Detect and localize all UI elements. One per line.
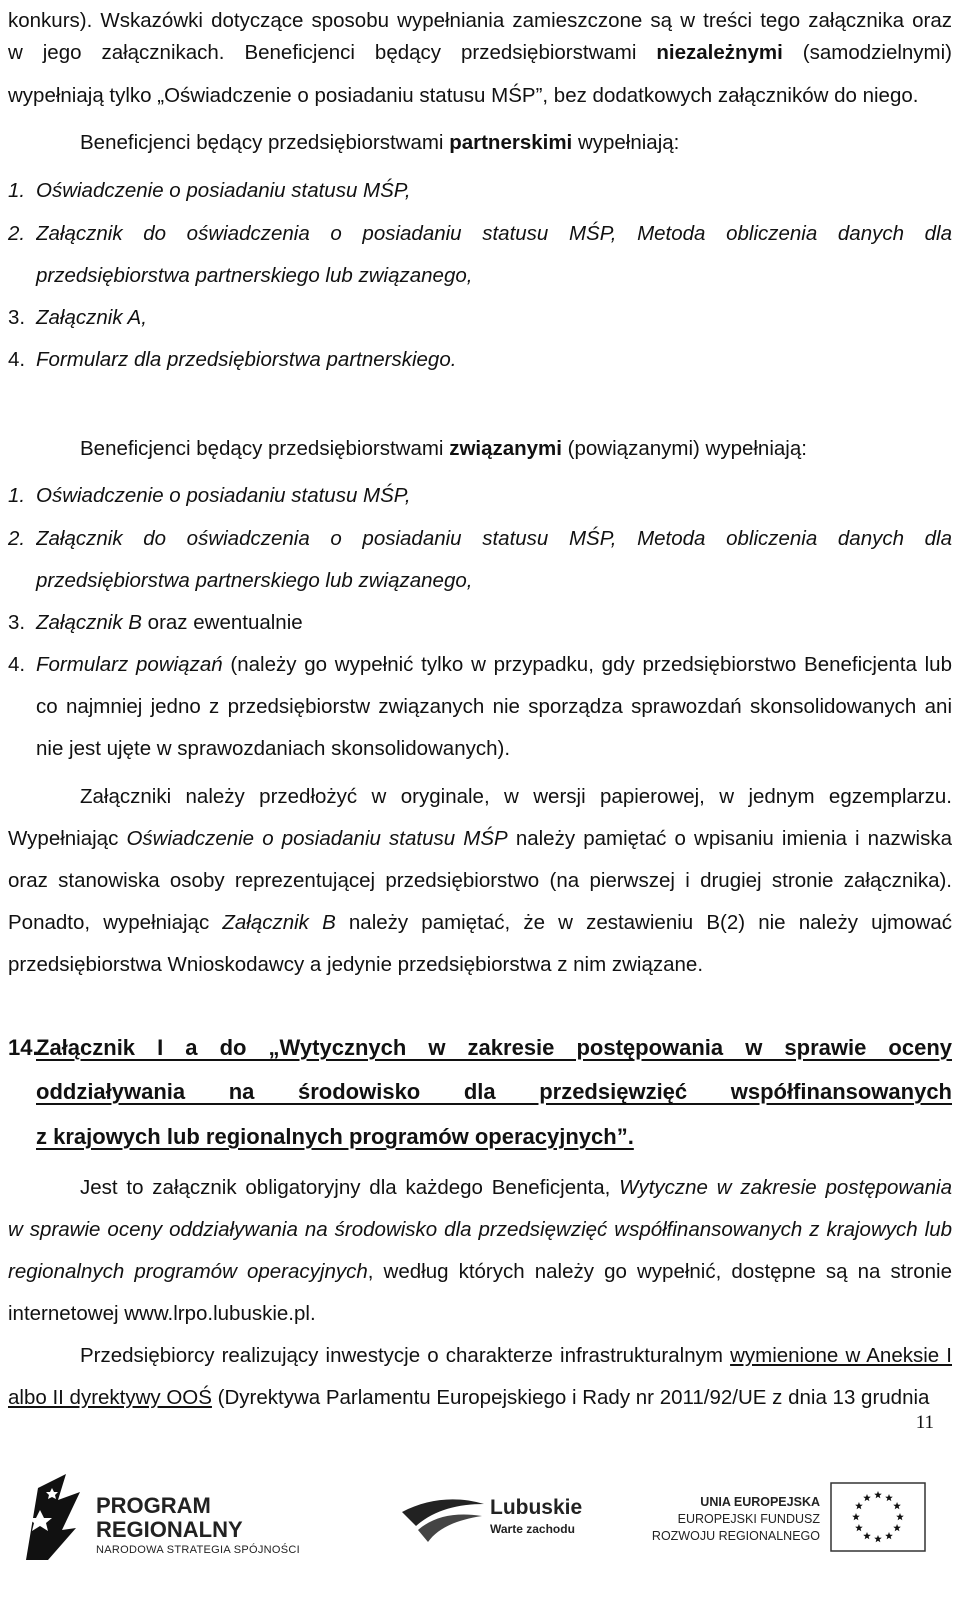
list-number: 4. [8,653,26,676]
list-item [36,602,952,644]
list-number: 1. [8,179,26,202]
text: Załączniki należy przedłożyć w oryginale, w wersji papierowej, w jednym egzemplarzu. [80,785,952,808]
eu-flag-icon [830,1482,926,1552]
text: przedsiębiorstwa Wnioskodawcy a jedynie przedsiębiorstwa z nim związane. [8,953,704,976]
lubuskie-logo [398,1490,488,1550]
related-intro [80,428,952,470]
text: oraz ewentualnie [141,611,303,634]
text: konkurs). Wskazówki dotyczące sposobu wypełniania zamieszczone są w treści tego załącznika oraz [8,9,952,32]
text-line [8,75,952,117]
underlined-text: wymienione w Aneksie I [730,1344,952,1367]
text: Ponadto, wypełniając [8,911,223,934]
section-heading [36,1026,952,1070]
bold-text: niezależnymi [656,41,783,64]
page-number: 11 [915,1412,934,1433]
lubuskie-tagline: Warte zachodu [490,1522,575,1536]
program-line: PROGRAM [96,1493,211,1518]
text: (samodzielnymi) [782,41,952,64]
italic-text: Wytyczne w zakresie postępowania [619,1176,952,1199]
list-number: 3. [8,306,26,329]
eu-line-3: ROZWOJU REGIONALNEGO [651,1529,820,1543]
italic-text: Formularz powiązań [36,653,223,676]
text-line [8,818,952,860]
text: , według których należy go wypełnić, dostępne są na stronie [367,1260,952,1283]
list-item [36,213,952,255]
text-line [8,1251,952,1293]
list-item [36,518,952,560]
text: (należy go wypełnić tylko w przypadku, gdy przedsiębiorstwo Beneficjenta lub [222,653,952,676]
text-line [8,1377,952,1419]
text: należy pamiętać o wpisaniu imienia i nazwiska [507,827,952,850]
lubuskie-name: Lubuskie [490,1496,583,1519]
underlined-text: albo II dyrektywy OOŚ [8,1386,212,1409]
text-line [8,944,952,986]
text: Wypełniając [8,827,127,850]
text: (Dyrektywa Parlamentu Europejskiego i Rady nr 2011/92/UE z dnia 13 grudnia [211,1386,930,1409]
eu-line-1: UNIA EUROPEJSKA [700,1495,820,1509]
section-heading [36,1070,952,1114]
text-line [80,1167,952,1209]
text: wypełniają tylko „Oświadczenie o posiadaniu statusu MŚP”, bez dodatkowych załączników do niego. [8,84,919,107]
text-line [8,1293,952,1335]
text-line [8,1209,952,1251]
heading-text: Załącznik I a do „Wytycznych w zakresie postępowania w sprawie oceny [36,1035,952,1060]
heading-text: oddziaływania na środowisko dla przedsięwzięć współfinansowanych [36,1079,952,1104]
italic-text: Załącznik B [222,911,336,934]
list-item-continuation: nie jest ujęte w sprawozdaniach skonsolidowanych). [36,737,511,760]
italic-text: Oświadczenie o posiadaniu statusu MŚP [126,827,508,850]
italic-text: Załącznik B [36,611,142,634]
list-number: 2. [8,527,26,550]
text-line [80,776,952,818]
list-number: 1. [8,484,26,507]
italic-text: regionalnych programów operacyjnych [8,1260,368,1283]
text-line [8,860,952,902]
program-regionalny-logo [18,1470,88,1562]
text: należy pamiętać, że w zestawieniu B(2) nie należy ujmować [335,911,952,934]
text-line [8,902,952,944]
text: Beneficjenci będący przedsiębiorstwami [80,131,450,154]
list-number: 2. [8,222,26,245]
list-item: Formularz dla przedsiębiorstwa partnerskiego. [36,348,457,371]
section-number: 14. [8,1035,39,1060]
heading-text: z krajowych lub regionalnych programów operacyjnych”. [36,1124,634,1149]
text: Załącznik do oświadczenia o posiadaniu statusu MŚP, Metoda obliczenia danych dla [36,527,952,550]
list-item-continuation: przedsiębiorstwa partnerskiego lub związanego, [36,264,473,287]
text: wypełniają: [572,131,680,154]
italic-text: w sprawie oceny oddziaływania na środowisko dla przedsięwzięć współfinansowanych z krajowych lub [8,1218,952,1241]
list-item: Załącznik A, [36,306,147,329]
text: (powiązanymi) wypełniają: [561,437,807,460]
text-line [80,1335,952,1377]
partner-intro [80,122,952,164]
text: Załącznik do oświadczenia o posiadaniu statusu MŚP, Metoda obliczenia danych dla [36,222,952,245]
bold-text: partnerskimi [449,131,573,154]
list-item-continuation: przedsiębiorstwa partnerskiego lub związanego, [36,569,473,592]
text: internetowej www.lrpo.lubuskie.pl. [8,1302,316,1325]
text: Jest to załącznik obligatoryjny dla każdego Beneficjenta, [80,1176,620,1199]
list-item: Oświadczenie o posiadaniu statusu MŚP, [36,484,411,507]
strategy-line: NARODOWA STRATEGIA SPÓJNOŚCI [96,1544,300,1556]
section-heading [36,1115,952,1159]
text-line [8,32,952,74]
text: Beneficjenci będący przedsiębiorstwami [80,437,450,460]
eu-line-2: EUROPEJSKI FUNDUSZ [677,1512,820,1526]
text: co najmniej jedno z przedsiębiorstw związanych nie sporządza sprawozdań skonsolidowanych ani [36,695,952,718]
bold-text: związanymi [449,437,562,460]
text: Przedsiębiorcy realizujący inwestycje o charakterze infrastrukturalnym [80,1344,731,1367]
regionalny-line: REGIONALNY [96,1517,243,1542]
list-item [36,644,952,686]
list-item-continuation [36,686,952,728]
list-number: 3. [8,611,26,634]
text: w jego załącznikach. Beneficjenci będący przedsiębiorstwami [8,41,657,64]
footer-logos [0,1462,960,1612]
text: oraz stanowiska osoby reprezentującej przedsiębiorstwo (na pierwszej i drugiej stronie załącznika). [8,869,952,892]
list-item: Oświadczenie o posiadaniu statusu MŚP, [36,179,411,202]
list-number: 4. [8,348,26,371]
